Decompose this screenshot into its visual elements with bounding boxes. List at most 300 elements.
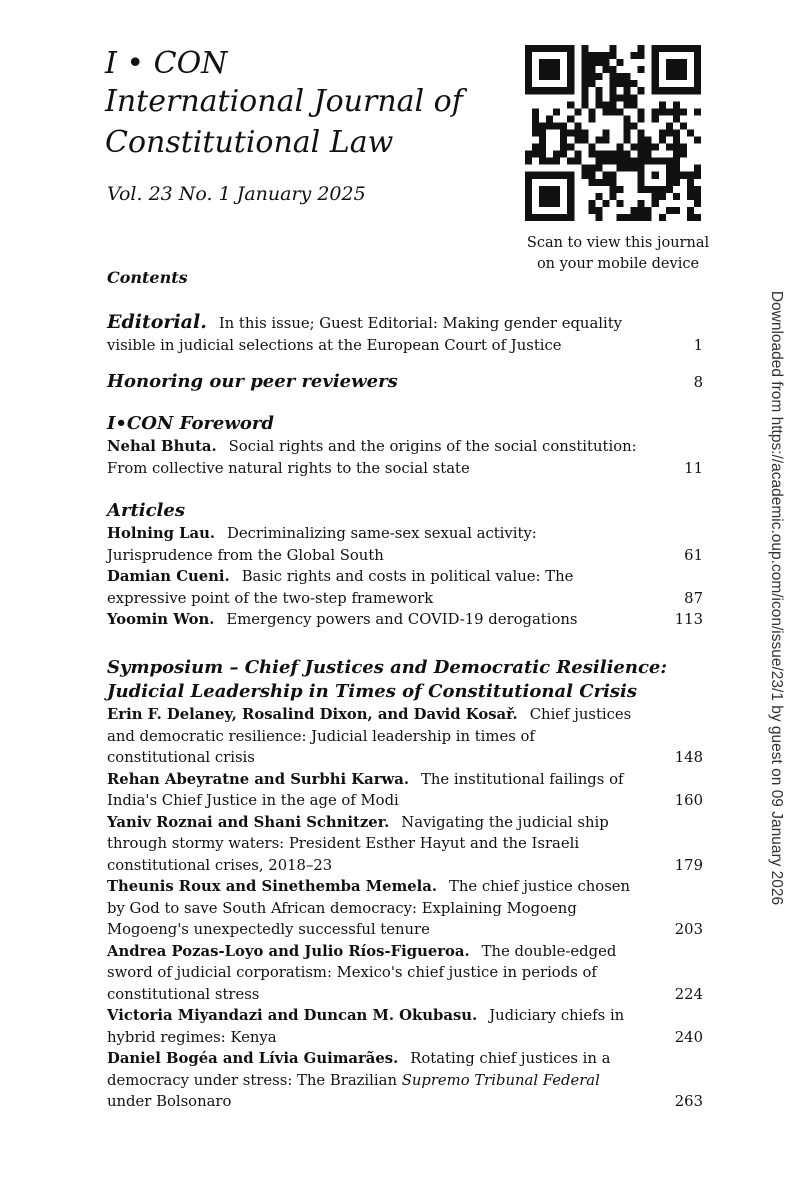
qr-module xyxy=(694,186,701,193)
qr-module xyxy=(539,186,546,193)
qr-module xyxy=(525,59,532,66)
entry-page: 11 xyxy=(684,459,703,477)
qr-module xyxy=(553,66,560,73)
qr-module xyxy=(595,207,602,214)
qr-module xyxy=(525,45,532,52)
entry-page: 148 xyxy=(674,749,703,766)
qr-module xyxy=(553,200,560,207)
qr-module xyxy=(624,101,631,108)
qr-module xyxy=(588,59,595,66)
qr-module xyxy=(539,200,546,207)
entry-page: 87 xyxy=(684,589,703,607)
qr-module xyxy=(609,151,616,158)
qr-module xyxy=(673,158,680,165)
qr-module xyxy=(525,87,532,94)
qr-module xyxy=(588,179,595,186)
qr-module xyxy=(638,45,645,52)
qr-module xyxy=(588,144,595,151)
qr-module xyxy=(673,66,680,73)
qr-module xyxy=(539,193,546,200)
qr-module xyxy=(553,73,560,80)
qr-module xyxy=(666,129,673,136)
qr-module xyxy=(539,158,546,165)
qr-module xyxy=(631,165,638,172)
qr-module xyxy=(631,207,638,214)
qr-module xyxy=(532,45,539,52)
qr-module xyxy=(624,158,631,165)
qr-module xyxy=(687,172,694,179)
symposium-entry[interactable] xyxy=(107,941,703,1006)
qr-module xyxy=(602,66,609,73)
entry-authors: Victoria Miyandazi and Duncan M. Okubasu. xyxy=(107,1007,478,1024)
qr-module xyxy=(694,172,701,179)
qr-module xyxy=(694,193,701,200)
qr-module xyxy=(602,108,609,115)
qr-module xyxy=(525,158,532,165)
qr-module xyxy=(645,207,652,214)
qr-module xyxy=(546,172,553,179)
entry-authors: Yoomin Won. xyxy=(107,611,215,628)
qr-module xyxy=(680,122,687,129)
qr-module xyxy=(539,45,546,52)
qr-module xyxy=(609,186,616,193)
qr-module xyxy=(624,87,631,94)
qr-module xyxy=(673,172,680,179)
entry-title: The institutional failings of India's Chief Justice in the age of Modi xyxy=(107,770,624,809)
journal-title-line2: Constitutional Law xyxy=(105,125,394,160)
qr-module xyxy=(631,101,638,108)
qr-module xyxy=(567,66,574,73)
qr-module xyxy=(666,73,673,80)
qr-module xyxy=(546,66,553,73)
qr-module xyxy=(673,151,680,158)
qr-module xyxy=(581,129,588,136)
qr-module xyxy=(532,115,539,122)
qr-module xyxy=(595,94,602,101)
entry-authors: Damian Cueni. xyxy=(107,568,230,585)
qr-module xyxy=(659,129,666,136)
qr-module xyxy=(553,214,560,221)
qr-module xyxy=(673,87,680,94)
qr-module xyxy=(666,165,673,172)
qr-module xyxy=(602,52,609,59)
qr-module xyxy=(525,73,532,80)
qr-module xyxy=(652,172,659,179)
qr-module xyxy=(687,179,694,186)
qr-module xyxy=(624,129,631,136)
qr-module xyxy=(574,151,581,158)
qr-module xyxy=(673,45,680,52)
entry-page: 203 xyxy=(674,921,703,938)
qr-module xyxy=(581,137,588,144)
symposium-entry[interactable] xyxy=(107,876,703,941)
qr-module xyxy=(645,151,652,158)
editorial-entry[interactable] xyxy=(107,310,703,356)
qr-module xyxy=(666,45,673,52)
qr-module xyxy=(546,87,553,94)
qr-module xyxy=(659,87,666,94)
qr-module xyxy=(525,151,532,158)
qr-module xyxy=(574,158,581,165)
qr-module xyxy=(567,129,574,136)
qr-module xyxy=(525,179,532,186)
qr-module xyxy=(645,137,652,144)
reviewers-heading: Honoring our peer reviewers xyxy=(107,371,398,392)
qr-module xyxy=(595,158,602,165)
symposium-heading-line1: Symposium – Chief Justices and Democratic Resilience: xyxy=(107,657,668,678)
qr-module xyxy=(624,94,631,101)
qr-module xyxy=(694,59,701,66)
qr-module xyxy=(539,59,546,66)
qr-module xyxy=(666,186,673,193)
qr-module xyxy=(588,66,595,73)
qr-module xyxy=(631,144,638,151)
qr-module xyxy=(617,200,624,207)
qr-module xyxy=(560,151,567,158)
qr-module xyxy=(694,73,701,80)
qr-module xyxy=(567,73,574,80)
qr-module xyxy=(560,122,567,129)
qr-module xyxy=(525,66,532,73)
qr-module xyxy=(532,144,539,151)
qr-module xyxy=(588,200,595,207)
qr-module xyxy=(581,80,588,87)
qr-module xyxy=(638,52,645,59)
qr-module xyxy=(581,45,588,52)
symposium-entry[interactable] xyxy=(107,1005,703,1048)
qr-module xyxy=(560,87,567,94)
qr-module xyxy=(694,45,701,52)
qr-module xyxy=(553,158,560,165)
qr-module xyxy=(673,129,680,136)
articles-section xyxy=(107,499,703,631)
qr-module xyxy=(532,108,539,115)
qr-module xyxy=(609,66,616,73)
qr-module xyxy=(624,151,631,158)
qr-module xyxy=(553,186,560,193)
qr-module xyxy=(532,122,539,129)
qr-module xyxy=(588,108,595,115)
qr-module xyxy=(659,214,666,221)
qr-module xyxy=(659,108,666,115)
entry-title: The double-edged sword of judicial corporatism: Mexico's chief justice in periods of constitutional stress xyxy=(107,942,617,1003)
qr-module xyxy=(602,101,609,108)
qr-module xyxy=(638,186,645,193)
qr-module xyxy=(624,122,631,129)
entry-title: Navigating the judicial ship through stormy waters: President Esther Hayut and the Israeli constitutional crises, 2018–23 xyxy=(107,813,609,874)
qr-module xyxy=(553,193,560,200)
qr-module xyxy=(666,158,673,165)
qr-module xyxy=(609,179,616,186)
qr-module xyxy=(560,137,567,144)
qr-module xyxy=(687,129,694,136)
qr-module xyxy=(652,80,659,87)
qr-module xyxy=(602,200,609,207)
qr-module xyxy=(609,94,616,101)
qr-module xyxy=(624,115,631,122)
symposium-entry[interactable] xyxy=(107,769,703,812)
qr-module xyxy=(617,151,624,158)
qr-module xyxy=(617,144,624,151)
entry-title: Emergency powers and COVID-19 derogations xyxy=(226,611,578,628)
qr-module xyxy=(617,214,624,221)
qr-module xyxy=(546,73,553,80)
qr-module xyxy=(645,214,652,221)
qr-module xyxy=(588,165,595,172)
qr-module xyxy=(694,200,701,207)
entry-authors: Yaniv Roznai and Shani Schnitzer. xyxy=(107,813,390,831)
qr-module xyxy=(588,52,595,59)
qr-module xyxy=(617,80,624,87)
qr-module xyxy=(631,122,638,129)
qr-module xyxy=(567,101,574,108)
qr-module xyxy=(595,193,602,200)
qr-module xyxy=(687,214,694,221)
qr-module xyxy=(567,115,574,122)
qr-module xyxy=(617,59,624,66)
qr-module xyxy=(666,144,673,151)
entry-authors: Daniel Bogéa and Lívia Guimarães. xyxy=(107,1050,399,1067)
qr-module xyxy=(567,186,574,193)
qr-module xyxy=(525,80,532,87)
journal-brand: I • CON xyxy=(105,46,228,81)
qr-module xyxy=(567,59,574,66)
qr-module xyxy=(666,87,673,94)
qr-module xyxy=(638,158,645,165)
qr-module xyxy=(588,207,595,214)
qr-module xyxy=(595,165,602,172)
qr-module xyxy=(638,137,645,144)
qr-module xyxy=(673,108,680,115)
qr-module xyxy=(687,87,694,94)
qr-module xyxy=(595,179,602,186)
qr-module xyxy=(673,101,680,108)
qr-module xyxy=(595,214,602,221)
qr-module xyxy=(638,129,645,136)
reviewers-entry[interactable] xyxy=(107,370,703,395)
qr-module xyxy=(638,172,645,179)
qr-module xyxy=(609,52,616,59)
qr-module xyxy=(609,172,616,179)
qr-module xyxy=(638,207,645,214)
qr-module xyxy=(546,186,553,193)
qr-module xyxy=(673,137,680,144)
symposium-section xyxy=(107,656,703,1113)
qr-module xyxy=(567,144,574,151)
qr-module xyxy=(638,115,645,122)
qr-module xyxy=(574,137,581,144)
qr-module xyxy=(567,45,574,52)
article-entry[interactable] xyxy=(107,523,703,566)
qr-module xyxy=(673,59,680,66)
qr-module xyxy=(560,144,567,151)
qr-module xyxy=(624,165,631,172)
qr-module xyxy=(645,144,652,151)
entry-title-italic: Supremo Tribunal Federal xyxy=(401,1071,600,1089)
qr-module xyxy=(602,129,609,136)
entry-page: 113 xyxy=(674,611,703,628)
qr-module xyxy=(567,172,574,179)
article-entry[interactable] xyxy=(107,609,703,631)
entry-authors: Rehan Abeyratne and Surbhi Karwa. xyxy=(107,770,410,788)
symposium-entry[interactable] xyxy=(107,704,703,769)
journal-title-line1: International Journal of xyxy=(105,84,463,119)
qr-module xyxy=(666,59,673,66)
qr-module xyxy=(680,66,687,73)
qr-module xyxy=(574,122,581,129)
qr-module xyxy=(546,115,553,122)
entry-authors: Theunis Roux and Sinethemba Memela. xyxy=(107,878,437,895)
qr-module xyxy=(680,151,687,158)
qr-module xyxy=(666,179,673,186)
qr-module xyxy=(652,200,659,207)
qr-module xyxy=(617,108,624,115)
qr-module xyxy=(652,158,659,165)
qr-module xyxy=(595,59,602,66)
qr-module xyxy=(659,101,666,108)
qr-module xyxy=(595,137,602,144)
qr-module xyxy=(617,165,624,172)
entry-page: 61 xyxy=(684,546,703,564)
articles-heading: Articles xyxy=(107,500,185,521)
entry-title: Judiciary chiefs in hybrid regimes: Kenya xyxy=(107,1007,625,1046)
entry-title: Rotating chief justices in a democracy under stress: The Brazilian xyxy=(107,1050,611,1089)
qr-module xyxy=(588,172,595,179)
qr-module xyxy=(609,73,616,80)
qr-module xyxy=(525,193,532,200)
qr-module xyxy=(560,214,567,221)
qr-module xyxy=(687,193,694,200)
qr-module xyxy=(574,108,581,115)
foreword-entry[interactable] xyxy=(107,436,703,479)
qr-module xyxy=(581,59,588,66)
qr-module xyxy=(560,129,567,136)
qr-module xyxy=(631,94,638,101)
qr-module xyxy=(525,52,532,59)
qr-module xyxy=(546,45,553,52)
qr-module xyxy=(553,108,560,115)
qr-module xyxy=(539,87,546,94)
qr-module xyxy=(595,52,602,59)
qr-caption-line1: Scan to view this journal xyxy=(526,235,710,251)
entry-page: 179 xyxy=(674,856,703,874)
qr-module xyxy=(546,158,553,165)
download-notice-text: Downloaded from https://academic.oup.com/icon/issue/23/1 by guest on 09 January 2026 xyxy=(768,290,785,906)
qr-module xyxy=(666,207,673,214)
qr-module xyxy=(680,45,687,52)
qr-module xyxy=(624,80,631,87)
qr-module xyxy=(602,158,609,165)
editorial-title: In this issue; Guest Editorial: Making gender equality visible in judicial selections at the European Court of Justice xyxy=(107,315,623,354)
qr-module xyxy=(645,158,652,165)
reviewers-page: 8 xyxy=(693,374,703,391)
symposium-entry[interactable] xyxy=(107,1048,703,1113)
qr-module xyxy=(659,137,666,144)
qr-module xyxy=(588,151,595,158)
entry-title: Basic rights and costs in political value: The expressive point of the two-step framework xyxy=(107,568,574,607)
qr-module xyxy=(617,73,624,80)
qr-code-icon[interactable] xyxy=(525,45,701,221)
qr-module xyxy=(673,207,680,214)
qr-module xyxy=(666,122,673,129)
qr-module xyxy=(532,214,539,221)
qr-module xyxy=(624,137,631,144)
qr-module xyxy=(652,108,659,115)
qr-module xyxy=(553,151,560,158)
qr-module xyxy=(567,87,574,94)
symposium-heading-line2: Judicial Leadership in Times of Constitutional Crisis xyxy=(107,681,638,702)
qr-module xyxy=(539,137,546,144)
qr-module xyxy=(617,94,624,101)
qr-module xyxy=(602,59,609,66)
qr-module xyxy=(652,115,659,122)
qr-module xyxy=(666,108,673,115)
qr-module xyxy=(581,101,588,108)
qr-module xyxy=(652,45,659,52)
qr-module xyxy=(588,73,595,80)
qr-module xyxy=(631,158,638,165)
qr-module xyxy=(581,52,588,59)
volume-info: Vol. 23 No. 1 January 2025 xyxy=(107,183,366,205)
qr-module xyxy=(588,80,595,87)
qr-module xyxy=(602,179,609,186)
qr-module xyxy=(609,87,616,94)
entry-title-end: under Bolsonaro xyxy=(107,1093,232,1110)
qr-module xyxy=(694,108,701,115)
qr-module xyxy=(553,45,560,52)
symposium-entry[interactable] xyxy=(107,812,703,877)
qr-module xyxy=(680,172,687,179)
qr-module xyxy=(609,108,616,115)
qr-module xyxy=(560,45,567,52)
qr-module xyxy=(638,66,645,73)
qr-module xyxy=(539,214,546,221)
qr-module xyxy=(673,193,680,200)
entry-authors: Erin F. Delaney, Rosalind Dixon, and David Kosař. xyxy=(107,706,518,723)
article-entry[interactable] xyxy=(107,566,703,609)
qr-module xyxy=(624,73,631,80)
qr-module xyxy=(638,200,645,207)
qr-module xyxy=(532,151,539,158)
qr-module xyxy=(631,80,638,87)
qr-module xyxy=(581,172,588,179)
qr-module xyxy=(539,122,546,129)
foreword-heading: I•CON Foreword xyxy=(107,413,274,434)
entry-page: 160 xyxy=(674,792,703,809)
qr-module xyxy=(595,87,602,94)
qr-module xyxy=(567,193,574,200)
qr-module xyxy=(680,144,687,151)
qr-module xyxy=(567,158,574,165)
qr-module xyxy=(525,200,532,207)
qr-module xyxy=(624,214,631,221)
qr-module xyxy=(546,193,553,200)
qr-module xyxy=(652,193,659,200)
editorial-heading: Editorial. xyxy=(107,311,207,333)
qr-module xyxy=(680,73,687,80)
qr-module xyxy=(694,66,701,73)
qr-caption-line2: on your mobile device xyxy=(536,256,700,272)
qr-module xyxy=(617,186,624,193)
qr-module xyxy=(687,207,694,214)
qr-module xyxy=(595,151,602,158)
qr-module xyxy=(652,66,659,73)
qr-module xyxy=(617,158,624,165)
qr-module xyxy=(609,80,616,87)
qr-module xyxy=(546,122,553,129)
qr-module xyxy=(560,172,567,179)
qr-module xyxy=(539,151,546,158)
